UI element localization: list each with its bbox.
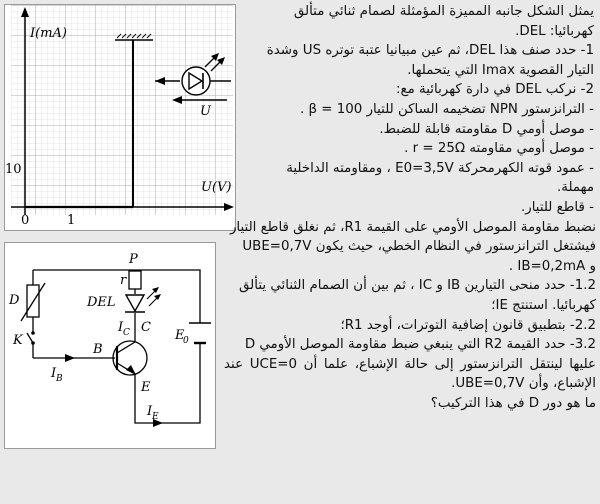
text-line: 2- نركب DEL في دارة كهربائية مع: — [395, 82, 594, 98]
emitter-arrow — [126, 365, 136, 375]
label-del: DEL — [87, 295, 116, 310]
x-tick-1: 1 — [67, 213, 76, 228]
text-line: ما هو دور D في هذا التركيب؟ — [430, 395, 596, 411]
label-r: r — [120, 273, 127, 288]
characteristic-graph — [4, 4, 236, 231]
x-tick-0: 0 — [21, 213, 30, 228]
text-line: - موصل أومي مقاومته r = 25Ω . — [404, 141, 594, 157]
resistor-r — [129, 271, 141, 289]
graph-svg — [5, 5, 235, 230]
y-tick-10: 10 — [5, 162, 22, 177]
text-line: 3.2- حدد القيمة R2 التي ينبغي ضبط مقاومة الموصل الأومي D — [244, 337, 596, 353]
y-axis-label: I(mA) — [30, 26, 67, 41]
label-ie: I — [147, 404, 153, 419]
label-c: C — [141, 320, 151, 335]
label-e0-sub: 0 — [183, 336, 189, 346]
text-line: فيشتغل الترانزستور في النظام الخطي، حيث يكون UBE=0,7V — [242, 239, 596, 255]
label-k: K — [13, 333, 23, 348]
text-line: - موصل أومي D مقاومته قابلة للضبط. — [379, 121, 594, 137]
text-line: التيار القصوية Imax التي يتحملها. — [407, 62, 594, 78]
text-line: - قاطع للتيار. — [520, 199, 594, 215]
u-label: U — [200, 104, 211, 119]
x-axis-label: U(V) — [201, 180, 232, 195]
label-d: D — [9, 293, 20, 308]
text-line: 2.2- بتطبيق قانون إضافية التوترات، أوجد R1؛ — [340, 317, 596, 333]
label-e: E — [141, 380, 151, 395]
text-line: - الترانزستور NPN تضخيمه الساكن للتيار β = 100 . — [299, 101, 594, 117]
text-line: 1- حدد صنف هذا DEL، ثم عين مبيانيا عتبة توتره US وشدة — [266, 43, 594, 59]
label-b: B — [93, 342, 103, 357]
label-p: P — [129, 252, 138, 267]
text-line: كهربائيا: DEL. — [515, 23, 594, 39]
led-del — [125, 287, 161, 312]
variable-resistor-arrow — [21, 283, 45, 321]
label-e0: E — [175, 328, 185, 343]
text-line: يمثل الشكل جانبه المميزة المؤمثلة لصمام ثنائي متألق — [293, 4, 594, 19]
label-ic: I — [118, 320, 124, 335]
ib-arrow — [65, 354, 75, 362]
label-ib-sub: B — [56, 374, 63, 384]
exercise-text — [224, 2, 596, 502]
top-wire — [33, 270, 200, 323]
text-line: عليها لينتقل الترانزستور إلى حالة الإشباع، علما أن UCE=0 عند الإشباع، وأن UBE=0,7V. — [224, 356, 596, 392]
text-line: - عمود قوته الكهرمحركة E0=3,5V ، ومقاومته الداخلية — [286, 160, 594, 176]
circuit-diagram — [4, 242, 216, 449]
text-line: 1.2- حدد منحى التيارين IB و IC ، ثم بين أن الصمام الثنائي يتألق — [239, 278, 596, 294]
text-line: نضبط مقاومة الموصل الأومي على القيمة R1، ثم نغلق قاطع التيار — [229, 219, 596, 235]
label-ic-sub: C — [123, 328, 130, 338]
text-line: و IB=0,2mA . — [508, 258, 596, 274]
label-ie-sub: E — [152, 412, 159, 422]
circuit-svg — [5, 243, 215, 448]
text-line: مهملة. — [557, 180, 594, 196]
label-ib: I — [51, 366, 57, 381]
text-line: كهربائيا. استنتج IE؛ — [491, 297, 596, 313]
